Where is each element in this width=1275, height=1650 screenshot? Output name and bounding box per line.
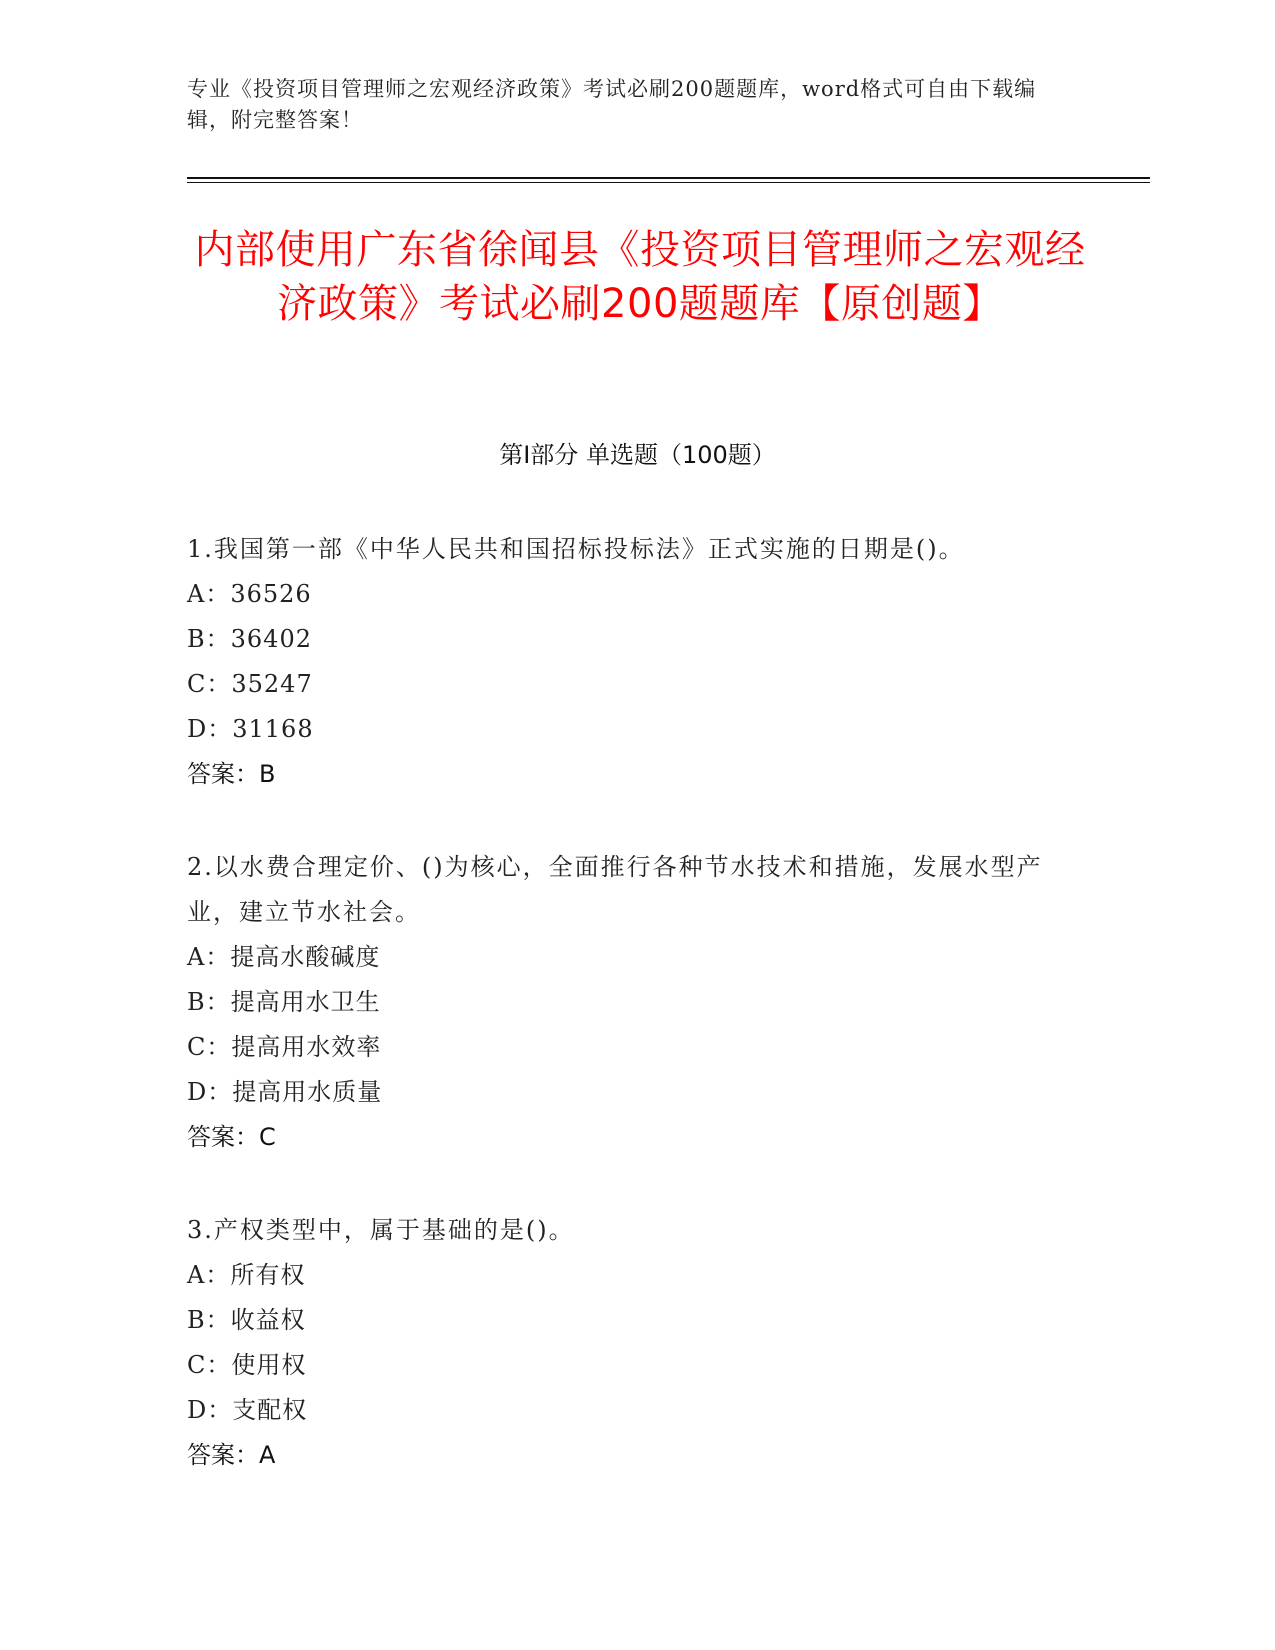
answer: 答案：A <box>187 1441 276 1469</box>
option-a: A：提高水酸碱度 <box>187 943 381 971</box>
question-1 <box>187 527 1087 797</box>
option-b: B：提高用水卫生 <box>187 988 381 1016</box>
option-d: D：31168 <box>187 715 314 743</box>
option-a: A：所有权 <box>187 1261 306 1289</box>
header-rule-thin <box>187 182 1150 183</box>
section-heading: 第Ⅰ部分 单选题（100题） <box>499 441 776 469</box>
question-3 <box>187 1208 1087 1478</box>
option-c: C：使用权 <box>187 1351 307 1379</box>
option-a: A：36526 <box>187 580 312 608</box>
question-2 <box>187 845 1087 1160</box>
document-title: 内部使用广东省徐闻县《投资项目管理师之宏观经济政策》考试必刷200题题库【原创题】 <box>194 227 1086 327</box>
option-d: D：支配权 <box>187 1396 308 1424</box>
option-b: B：36402 <box>187 625 312 653</box>
question-stem: 3.产权类型中，属于基础的是()。 <box>187 1216 575 1244</box>
header-rule-thick <box>187 177 1150 179</box>
answer: 答案：C <box>187 1123 276 1151</box>
header-note: 专业《投资项目管理师之宏观经济政策》考试必刷200题题库，word格式可自由下载编辑，附完整答案！ <box>187 77 1037 132</box>
option-c: C：提高用水效率 <box>187 1033 382 1061</box>
question-stem: 1.我国第一部《中华人民共和国招标投标法》正式实施的日期是()。 <box>187 535 965 563</box>
question-stem: 2.以水费合理定价、()为核心，全面推行各种节水技术和措施，发展水型产业，建立节水社会。 <box>187 853 1043 926</box>
option-d: D：提高用水质量 <box>187 1078 383 1106</box>
option-b: B：收益权 <box>187 1306 306 1334</box>
answer: 答案：B <box>187 760 276 788</box>
option-c: C：35247 <box>187 670 313 698</box>
